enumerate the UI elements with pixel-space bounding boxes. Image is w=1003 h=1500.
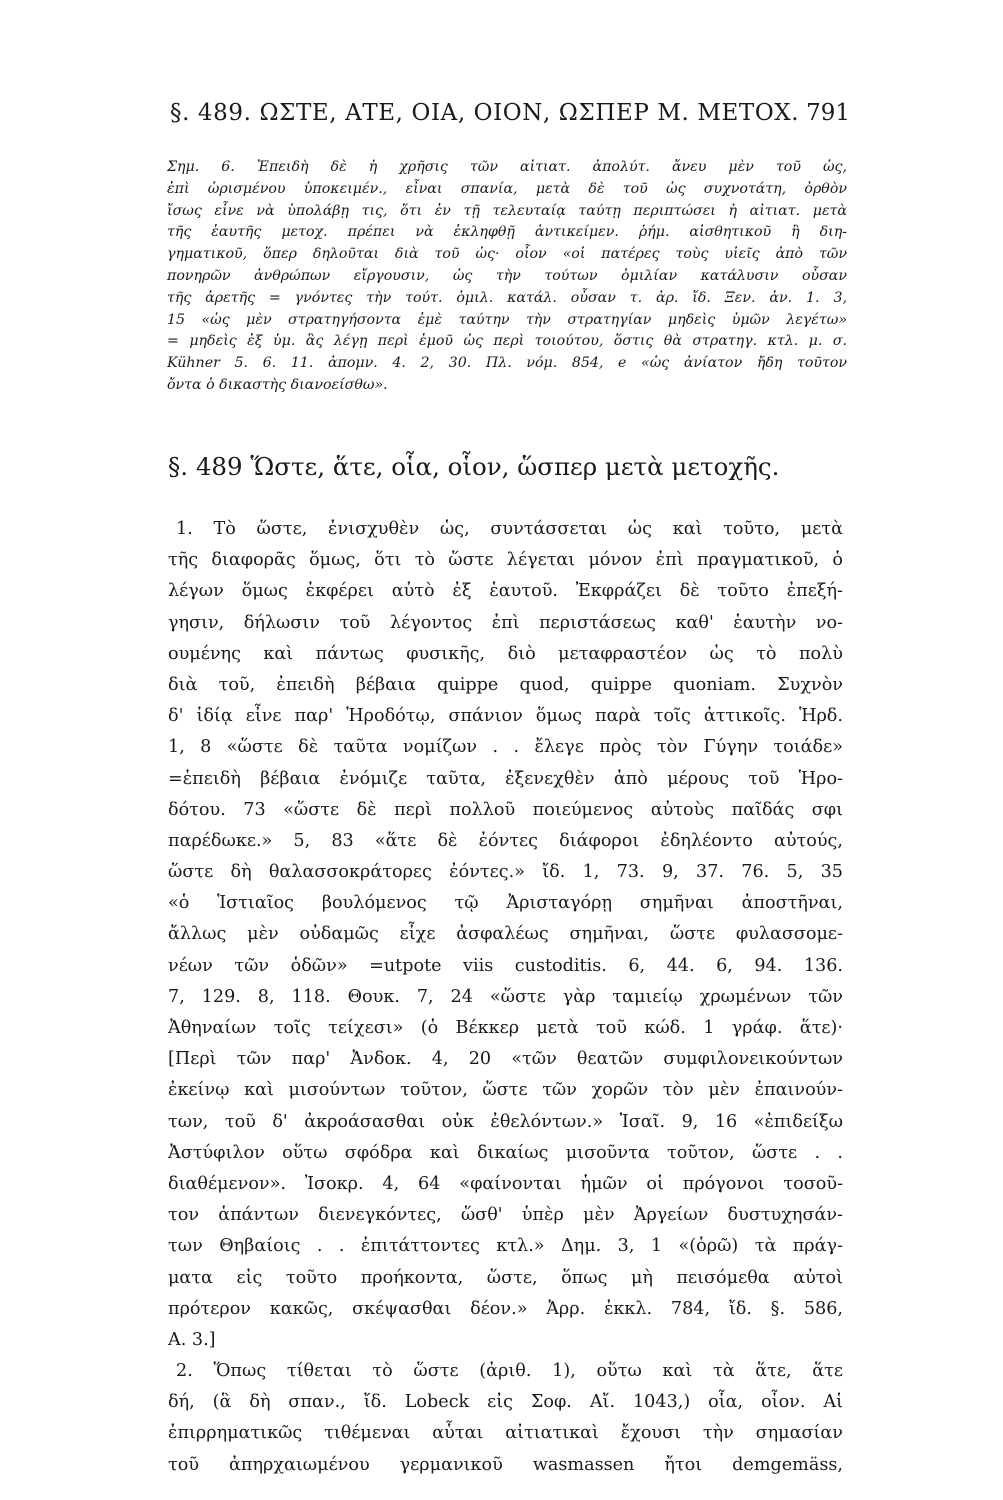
- body-line: A. 3.]: [168, 1329, 216, 1350]
- running-title: §. 489. ΩΣΤΕ, ΑΤΕ, ΟΙΑ, ΟΙΟΝ, ΩΣΠΕΡ Μ. ΜΕΤΟΧ.: [170, 100, 800, 126]
- note-line: ἐπὶ ὡρισμένου ὑποκειμέν., εἶναι σπανία, μετὰ δὲ τοῦ ὡς συχνοτάτη, ὀρθὸν: [167, 180, 847, 197]
- body-line: Ἀστύφιλον οὕτω σφόδρα καὶ δικαίως μισοῦντα τοῦτον, ὥστε . .: [168, 1142, 843, 1163]
- body-line: τῆς διαφορᾶς ὅμως, ὅτι τὸ ὥστε λέγεται μόνον ἐπὶ πραγματικοῦ, ὁ: [168, 550, 843, 571]
- note-line: 15 «ὡς μὲν στρατηγήσοντα ἐμὲ ταύτην τὴν στρατηγίαν μηδεὶς ὑμῶν λεγέτω»: [167, 311, 847, 328]
- body-text: [168, 514, 843, 1481]
- body-line: γησιν, δήλωσιν τοῦ λέγοντος ἐπὶ περιστάσεως καθ' ἑαυτὴν νο-: [168, 612, 843, 633]
- body-line: των Θηβαίοις . . ἐπιτάττοντες κτλ.» Δημ. 3, 1 «(ὁρῶ) τὰ πράγ-: [168, 1236, 843, 1257]
- body-line: δότου. 73 «ὥστε δὲ περὶ πολλοῦ ποιεύμενος αὐτοὺς παῖδάς σφι: [168, 799, 843, 820]
- body-line: δή, (ἃ δὴ σπαν., ἴδ. Lobeck εἰς Σοφ. Αἴ. 1043,) οἷα, οἷον. Αἱ: [168, 1392, 843, 1413]
- body-line: =ἐπειδὴ βέβαια ἐνόμιζε ταῦτα, ἐξενεχθὲν ἀπὸ μέρους τοῦ Ἡρο-: [168, 768, 843, 789]
- body-line: λέγων ὅμως ἐκφέρει αὐτὸ ἐξ ἑαυτοῦ. Ἐκφράζει δὲ τοῦτο ἐπεξή-: [168, 581, 843, 602]
- note-line: = μηδεὶς ἐξ ὑμ. ἃς λέγῃ περὶ ἐμοῦ ὡς περὶ τοιούτου, ὅστις θὰ στρατηγ. κτλ. μ. σ.: [167, 333, 847, 350]
- note-line: Σημ. 6. Ἐπειδὴ δὲ ἡ χρῆσις τῶν αἰτιατ. ἀπολύτ. ἄνευ μὲν τοῦ ὡς,: [167, 159, 847, 175]
- body-line: ἐπιρρηματικῶς τιθέμεναι αὗται αἰτιατικαὶ ἔχουσι τὴν σημασίαν: [168, 1423, 843, 1444]
- note-line: τῆς ἀρετῆς = γνόντες τὴν τούτ. ὁμιλ. κατάλ. οὖσαν τ. ἀρ. ἴδ. Ξεν. ἀν. 1. 3,: [167, 289, 847, 306]
- note-line: ἴσως εἶνε νὰ ὑπολάβῃ τις, ὅτι ἐν τῇ τελευταίᾳ ταύτῃ περιπτώσει ἡ αἰτιατ. μετὰ: [167, 202, 847, 219]
- body-line: [Περὶ τῶν παρ' Ἀνδοκ. 4, 20 «τῶν θεατῶν συμφιλονεικούντων: [168, 1049, 843, 1070]
- body-line: τοῦ ἀπηρχαιωμένου γερμανικοῦ wasmassen ἤτοι demgemäss,: [168, 1454, 843, 1475]
- body-line: 1. Τὸ ὥστε, ἐνισχυθὲν ὡς, συντάσσεται ὡς καὶ τοῦτο, μετὰ: [176, 519, 843, 539]
- body-line: ὥστε δὴ θαλασσοκράτορες ἐόντες.» ἴδ. 1, 73. 9, 37. 76. 5, 35: [168, 862, 843, 883]
- body-line: 7, 129. 8, 118. Θουκ. 7, 24 «ὥστε γὰρ ταμιείῳ χρωμένων τῶν: [168, 986, 843, 1007]
- body-line: «ὁ Ἱστιαῖος βουλόμενος τῷ Ἀρισταγόρῃ σημῆναι ἀποστῆναι,: [168, 893, 843, 914]
- body-line: παρέδωκε.» 5, 83 «ἅτε δὲ ἐόντες διάφοροι ἐδηλέοντο αὐτούς,: [168, 830, 843, 851]
- body-line: 1, 8 «ὥστε δὲ ταῦτα νομίζων . . ἔλεγε πρὸς τὸν Γύγην τοιάδε»: [168, 737, 843, 758]
- body-line: ματα εἰς τοῦτο προήκοντα, ὥστε, ὅπως μὴ πεισόμεθα αὐτοὶ: [168, 1267, 843, 1288]
- body-line: 2. Ὅπως τίθεται τὸ ὥστε (ἀριθ. 1), οὕτω καὶ τὰ ἅτε, ἅτε: [176, 1361, 843, 1382]
- note-line: Kühner 5. 6. 11. ἀπομν. 4. 2, 30. Πλ. νόμ. 854, e «ὡς ἀνίατον ἤδη τοῦτον: [167, 355, 847, 372]
- note-paragraph: [167, 157, 847, 397]
- body-line: διὰ τοῦ, ἐπειδὴ βέβαια quippe quod, quippe quoniam. Συχνὸν: [168, 674, 843, 695]
- body-line: Ἀθηναίων τοῖς τείχεσι» (ὁ Βέκκερ μετὰ τοῦ κώδ. 1 γράφ. ἅτε)·: [168, 1018, 843, 1038]
- body-line: των, τοῦ δ' ἀκροάσασθαι οὐκ ἐθελόντων.» Ἰσαῖ. 9, 16 «ἐπιδείξω: [168, 1111, 843, 1132]
- note-line: τῆς ἑαυτῆς μετοχ. πρέπει νὰ ἐκληφθῇ ἀντικείμεν. ῥήμ. αἰσθητικοῦ ἢ διη-: [167, 224, 847, 241]
- body-line: ἄλλως μὲν οὐδαμῶς εἶχε ἀσφαλέως σημῆναι, ὥστε φυλασσομε-: [168, 924, 843, 945]
- page-number: 791: [806, 100, 850, 126]
- body-line: πρότερον κακῶς, σκέψασθαι δέον.» Ἀρρ. ἐκκλ. 784, ἴδ. §. 586,: [168, 1298, 843, 1319]
- section-heading: §. 489 Ὥστε, ἅτε, οἷα, οἷον, ὥσπερ μετὰ μετοχῆς.: [168, 452, 780, 481]
- body-line: τον ἁπάντων διενεγκόντες, ὥσθ' ὑπὲρ μὲν Ἀργείων δυστυχησάν-: [168, 1205, 843, 1226]
- body-line: δ' ἰδίᾳ εἶνε παρ' Ἡροδότῳ, σπάνιον ὅμως παρὰ τοῖς ἀττικοῖς. Ἡρδ.: [168, 706, 843, 727]
- body-line: νέων τῶν ὁδῶν» =utpote viis custoditis. 6, 44. 6, 94. 136.: [168, 955, 843, 976]
- note-line: γηματικοῦ, ὅπερ δηλοῦται διὰ τοῦ ὡς· οἷον «οἱ πατέρες τοὺς υἱεῖς ἀπὸ τῶν: [167, 246, 847, 263]
- running-header: [170, 100, 850, 140]
- body-line: διαθέμενον». Ἰσοκρ. 4, 64 «φαίνονται ἡμῶν οἱ πρόγονοι τοσοῦ-: [168, 1173, 843, 1194]
- note-line: ὄντα ὁ δικαστὴς διανοείσθω».: [167, 376, 388, 393]
- body-line: ουμένης καὶ πάντως φυσικῆς, διὸ μεταφραστέον ὡς τὸ πολὺ: [168, 643, 843, 664]
- note-line: πονηρῶν ἀνθρώπων εἴργουσιν, ὡς τὴν τούτων ὁμιλίαν κατάλυσιν οὖσαν: [167, 267, 847, 284]
- body-line: ἐκείνῳ καὶ μισούντων τοῦτον, ὥστε τῶν χορῶν τὸν μὲν ἐπαινούν-: [168, 1080, 843, 1101]
